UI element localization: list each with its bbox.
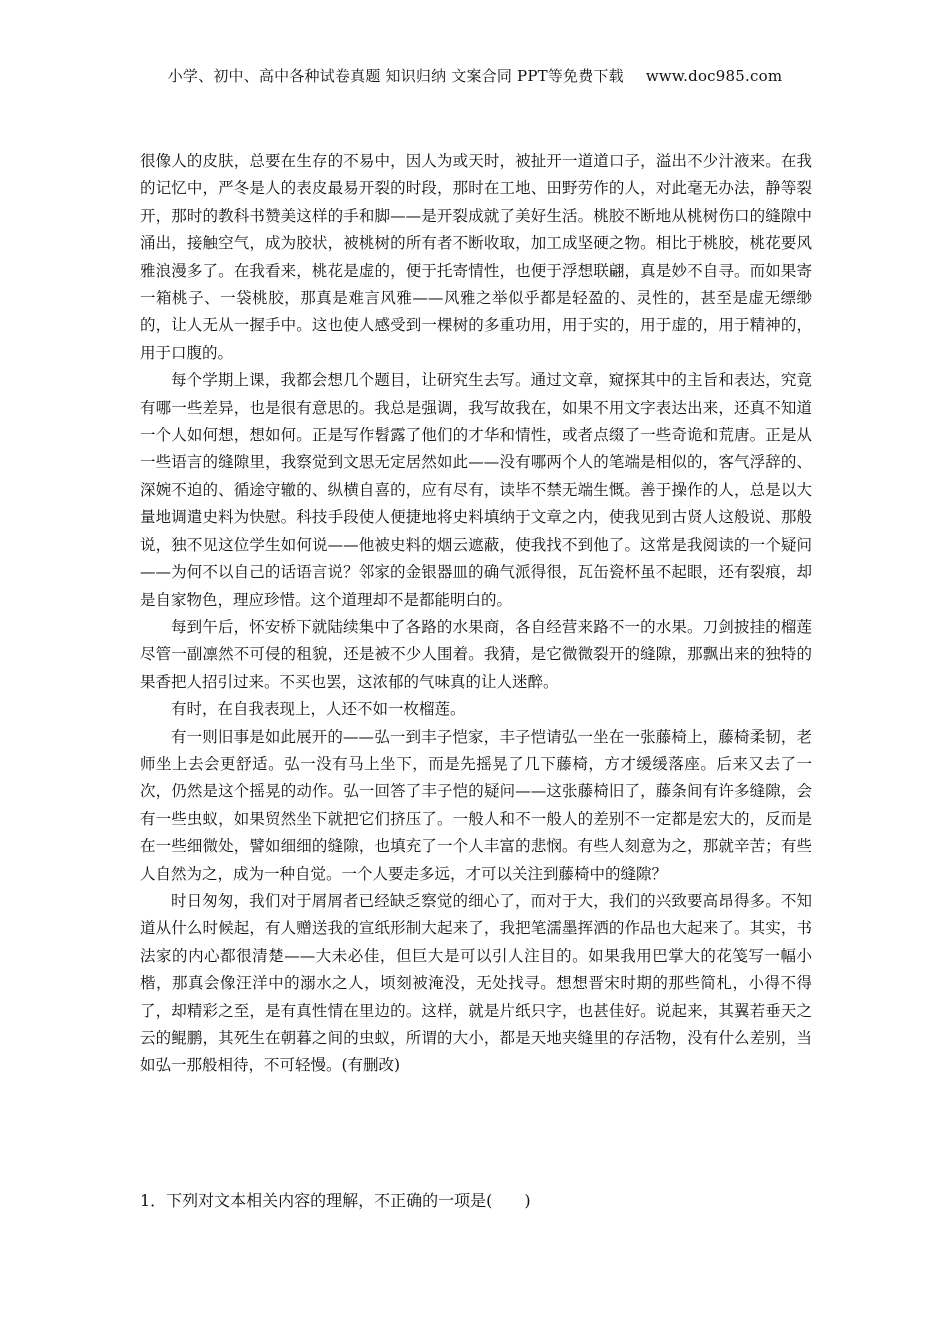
article-paragraph: 每个学期上课，我都会想几个题目，让研究生去写。通过文章，窥探其中的主旨和表达，究竟有哪一些差异，也是很有意思的。我总是强调，我写故我在，如果不用文字表达出来，还真不知道一个人如何想，想如何。正是写作髫露了他们的才华和情性，或者点缀了一些奇诡和荒唐。正是从一些语言的缝隙里，我察觉到文思无定居然如此——没有哪两个人的笔端是相似的，客气浮辞的、深婉不迫的、循途守辙的、纵横自喜的，应有尽有，读毕不禁无端生慨。善于操作的人，总是以大量地调遣史料为快慰。科技手段使人便捷地将史料填纳于文章之内，使我见到古贤人这般说、那般说，独不见这位学生如何说——他被史料的烟云遮蔽，使我找不到他了。这常是我阅读的一个疑问——为何不以自己的话语言说？邻家的金银器皿的确气派得很，瓦缶瓷杯虽不起眼，还有裂痕，却是自家物色，理应珍惜。这个道理却不是都能明白的。: [140, 371, 812, 609]
question-1: 1．下列对文本相关内容的理解，不正确的一项是( ): [140, 1191, 531, 1210]
article-paragraph: 每到午后，怀安桥下就陆续集中了各路的水果商，各自经营来路不一的水果。刀剑披挂的榴莲尽管一副凛然不可侵的租貌，还是被不少人围着。我猜，是它微微裂开的缝隙，那飘出来的独特的果香把人招引过来。不买也罢，这浓郁的气味真的让人迷醉。: [140, 617, 812, 691]
header-site: www.doc985.com: [645, 67, 783, 85]
article-paragraph: 很像人的皮肤，总要在生存的不易中，因人为或天时，被扯开一道道口子，溢出不少汁液来。在我的记忆中，严冬是人的表皮最易开裂的时段，那时在工地、田野劳作的人，对此毫无办法，静等裂开，那时的教科书赞美这样的手和脚——是开裂成就了美好生活。桃胶不断地从桃树伤口的缝隙中涌出，接触空气，成为胶状，被桃树的所有者不断收取，加工成坚硬之物。相比于桃胶，桃花要风雅浪漫多了。在我看来，桃花是虚的，便于托寄情性，也便于浮想联翩，真是妙不自寻。而如果寄一箱桃子、一袋桃胶，那真是难言风雅——风雅之举似乎都是轻盈的、灵性的，甚至是虚无缥缈的，让人无从一握手中。这也使人感受到一棵树的多重功用，用于实的，用于虚的，用于精神的，用于口腹的。: [140, 152, 812, 362]
article-paragraph: 时日匆匆，我们对于屑屑者已经缺乏察觉的细心了，而对于大，我们的兴致要高昂得多。不知道从什么时候起，有人赠送我的宣纸形制大起来了，我把笔濡墨挥洒的作品也大起来了。其实，书法家的内心都很清楚——大未必佳，但巨大是可以引人注目的。如果我用巴掌大的花笺写一幅小楷，那真会像汪洋中的溺水之人，顷刻被淹没，无处找寻。想想晋宋时期的那些简札，小得不得了，却精彩之至，是有真性情在里边的。这样，就是片纸只字，也甚佳好。说起来，其翼若垂天之云的鲲鹏，其死生在朝暮之间的虫蚁，所谓的大小，都是天地夹缝里的存活物，没有什么差别，当如弘一那般相待，不可轻慢。(有删改): [140, 891, 812, 1075]
article-paragraph: 有时，在自我表现上，人还不如一枚榴莲。: [171, 700, 466, 719]
article-body: [140, 148, 812, 1080]
page-header: [0, 66, 950, 86]
header-tagline: 小学、初中、高中各种试卷真题 知识归纳 文案合同 PPT等免费下载: [167, 67, 624, 85]
article-paragraph: 有一则旧事是如此展开的——弘一到丰子恺家，丰子恺请弘一坐在一张藤椅上，藤椅柔韧，老师坐上去会更舒适。弘一没有马上坐下，而是先摇晃了几下藤椅，方才缓缓落座。后来又去了一次，仍然是这个摇晃的动作。弘一回答了丰子恺的疑问——这张藤椅旧了，藤条间有许多缝隙，会有一些虫蚁，如果贸然坐下就把它们挤压了。一般人和不一般人的差别不一定都是宏大的，反而是在一些细微处，譬如细细的缝隙，也填充了一个人丰富的悲悯。有些人刻意为之，那就辛苦；有些人自然为之，成为一种自觉。一个人要走多远，才可以关注到藤椅中的缝隙？: [140, 727, 812, 883]
